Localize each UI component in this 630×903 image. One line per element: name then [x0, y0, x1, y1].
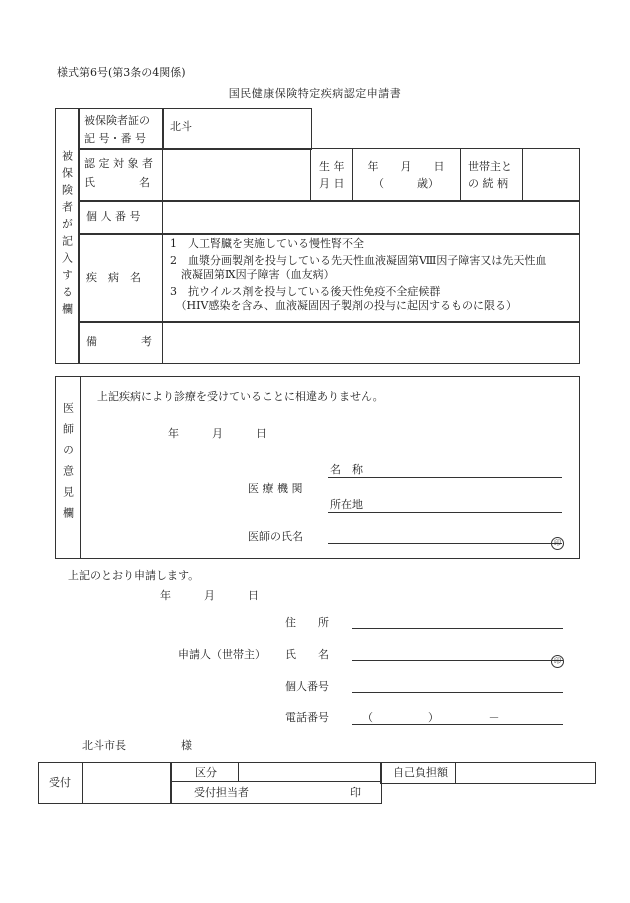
disease-option-3[interactable]: 3 抗ウイルス剤を投与している後天性免疫不全症候群 （HIV感染を含み、血液凝固因子製剤の投与に起因するものに限る）: [170, 285, 518, 312]
applicant-name-label: 氏 名: [285, 648, 329, 661]
disease-list: [170, 237, 546, 313]
applicant-name-field[interactable]: [352, 660, 563, 661]
medical-institution-label: 医 療 機 関: [248, 482, 303, 495]
seal-icon: 印: [551, 537, 564, 550]
birth-date-label: 生 年 月 日: [319, 160, 345, 190]
subject-name-label: 認 定 対 象 者 氏 名: [84, 157, 153, 189]
doctor-section-label: 医師の意見欄: [61, 402, 75, 528]
form-title: 国民健康保険特定疾病認定申請書: [228, 87, 402, 100]
card-number-label: 被保険者証の 記 号・番 号: [84, 114, 150, 145]
birth-date-value[interactable]: 年 月 日 （ 歳）: [367, 160, 445, 190]
disease-option-2[interactable]: 2 血漿分画製剤を投与している先天性血液凝固第Ⅷ因子障害又は先天性血 液凝固第Ⅸ因子障害（血友病）: [170, 254, 547, 281]
self-pay-label: 自己負担額: [393, 766, 448, 779]
doctor-name-field[interactable]: [328, 543, 562, 544]
personal-number-label: 個 人 番 号: [86, 210, 141, 223]
doctor-name-label: 医師の氏名: [248, 530, 303, 543]
applicant-address-field[interactable]: [352, 628, 563, 629]
doctor-statement: 上記疾病により診療を受けていることに相違ありません。: [97, 390, 384, 403]
institution-name-field[interactable]: [328, 477, 562, 478]
staff-seal: 印: [350, 786, 361, 799]
phone-number-label: 電話番号: [285, 711, 329, 724]
phone-number-field[interactable]: [352, 724, 563, 725]
applicant-personal-number-label: 個人番号: [285, 680, 329, 693]
seal-icon: 印: [551, 655, 564, 668]
relation-label: 世帯主と の 続 柄: [468, 160, 512, 190]
remarks-label: 備 考: [86, 335, 152, 348]
institution-name-label: 名 称: [330, 463, 363, 476]
card-number-value[interactable]: 北斗: [170, 120, 192, 133]
application-statement: 上記のとおり申請します。: [68, 569, 200, 582]
institution-address-label: 所在地: [330, 498, 363, 511]
doctor-date[interactable]: 年 月 日: [168, 427, 267, 440]
disease-option-1[interactable]: 1 人工腎臓を実施している慢性腎不全: [170, 237, 364, 250]
addressee: 北斗市長 様: [82, 739, 192, 752]
insured-section-label: 被保険者が記入する欄: [60, 150, 74, 320]
applicant-personal-number-field[interactable]: [352, 692, 563, 693]
disease-name-label: 疾 病 名: [86, 271, 141, 284]
form-number: 様式第6号(第3条の4関係): [57, 66, 186, 79]
phone-number-template: （ ） －: [362, 711, 500, 724]
category-label: 区分: [195, 766, 217, 779]
staff-label: 受付担当者: [194, 786, 249, 799]
applicant-label: 申請人（世帯主）: [178, 648, 266, 661]
institution-address-field[interactable]: [328, 512, 562, 513]
applicant-address-label: 住 所: [285, 616, 329, 629]
application-date[interactable]: 年 月 日: [160, 589, 259, 602]
receipt-label: 受付: [49, 776, 71, 789]
